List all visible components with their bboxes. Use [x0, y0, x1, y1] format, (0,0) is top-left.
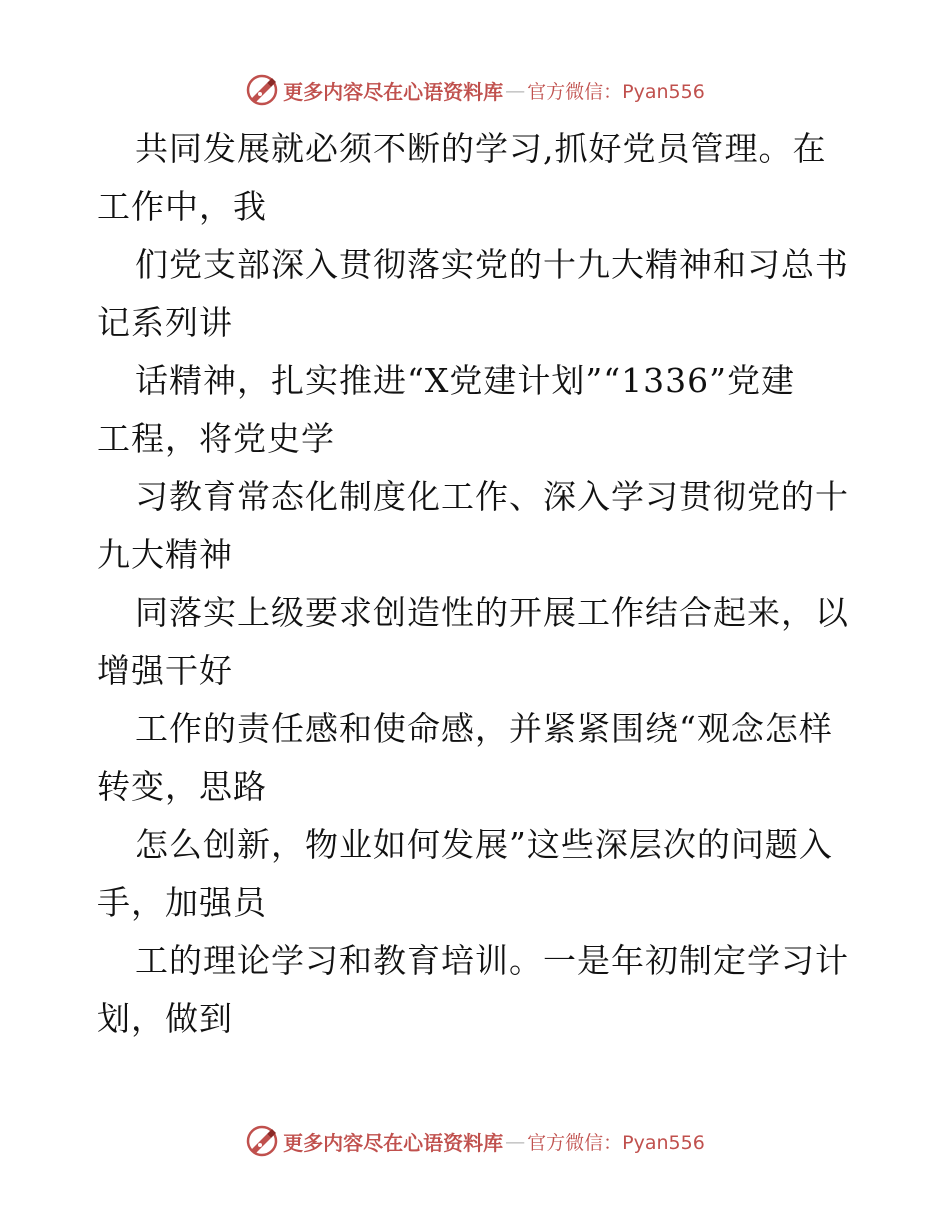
text-line: 工作的责任感和使命感，并紧紧围绕“观念怎样 — [135, 709, 833, 748]
document-body — [97, 120, 857, 1048]
text-line: 话精神，扎实推进“X党建计划”“1336”党建 — [135, 361, 795, 400]
footer-banner — [0, 1121, 950, 1161]
text-line: 怎么创新，物业如何发展”这些深层次的问题入 — [135, 825, 833, 864]
footer-brand-text: 更多内容尽在心语资料库 — [283, 1130, 504, 1155]
footer-wechat-text: 官方微信：Pyan556 — [527, 1131, 705, 1154]
header-banner — [0, 70, 950, 110]
text-line: 们党支部深入贯彻落实党的十九大精神和习总书 — [135, 245, 849, 284]
pen-nib-logo-icon — [245, 1124, 279, 1158]
text-line: 划，做到 — [97, 999, 233, 1038]
text-line: 手，加强员 — [97, 883, 267, 922]
text-line: 习教育常态化制度化工作、深入学习贯彻党的十 — [135, 477, 849, 516]
text-line: 共同发展就必须不断的学习,抓好党员管理。在 — [135, 129, 827, 168]
text-line: 同落实上级要求创造性的开展工作结合起来，以 — [135, 593, 849, 632]
pen-nib-logo-icon — [245, 73, 279, 107]
text-line: 工作中，我 — [97, 187, 267, 226]
header-separator: — — [505, 78, 526, 102]
footer-separator: — — [505, 1129, 526, 1153]
header-brand-text: 更多内容尽在心语资料库 — [283, 79, 504, 104]
text-line: 工程，将党史学 — [97, 419, 335, 458]
text-line: 工的理论学习和教育培训。一是年初制定学习计 — [135, 941, 849, 980]
text-line: 增强干好 — [97, 651, 233, 690]
text-line: 转变，思路 — [97, 767, 267, 806]
header-wechat-text: 官方微信：Pyan556 — [527, 80, 705, 103]
text-line: 九大精神 — [97, 535, 233, 574]
text-line: 记系列讲 — [97, 303, 233, 342]
